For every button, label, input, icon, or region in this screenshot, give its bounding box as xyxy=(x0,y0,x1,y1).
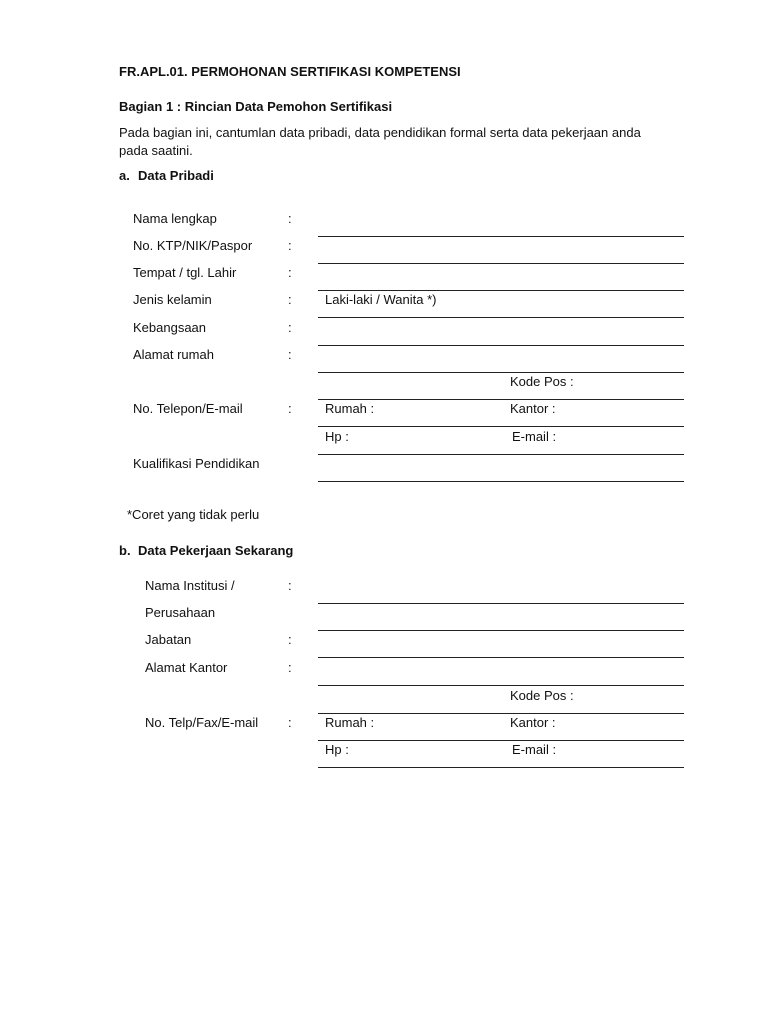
email-label: E-mail : xyxy=(512,429,557,444)
section-b-marker: b. xyxy=(119,543,131,558)
colon: : xyxy=(288,715,292,730)
birth-field[interactable] xyxy=(318,290,684,291)
office-phone-label: Kantor : xyxy=(510,401,556,416)
postal-code-field[interactable] xyxy=(318,399,684,400)
home-address-field[interactable] xyxy=(318,372,684,373)
position-field[interactable] xyxy=(318,657,684,658)
label-institution: Nama Institusi / xyxy=(145,578,235,593)
work-office-label: Kantor : xyxy=(510,715,556,730)
id-number-field[interactable] xyxy=(318,263,684,264)
office-address-field[interactable] xyxy=(318,685,684,686)
gender-value[interactable]: Laki-laki / Wanita *) xyxy=(325,292,437,307)
mobile-label: Hp : xyxy=(325,429,349,444)
label-birth: Tempat / tgl. Lahir xyxy=(133,265,237,280)
label-position: Jabatan xyxy=(145,632,192,647)
institution-field-cont[interactable] xyxy=(318,630,684,631)
colon: : xyxy=(288,347,292,362)
label-institution-cont: Perusahaan xyxy=(145,605,216,620)
work-phone-field[interactable] xyxy=(318,740,684,741)
work-postal-code-field[interactable] xyxy=(318,713,684,714)
intro-line-1: Pada bagian ini, cantumlan data pribadi, data pendidikan formal serta data pekerjaan anda xyxy=(119,125,641,140)
colon: : xyxy=(288,632,292,647)
section-a-marker: a. xyxy=(119,168,130,183)
intro-line-2: pada saatini. xyxy=(119,143,193,158)
institution-field[interactable] xyxy=(318,603,684,604)
work-postal-code-label: Kode Pos : xyxy=(510,688,574,703)
colon: : xyxy=(288,292,292,307)
label-home-address: Alamat rumah xyxy=(133,347,214,362)
label-gender: Jenis kelamin xyxy=(133,292,212,307)
nationality-field[interactable] xyxy=(318,345,684,346)
mobile-email-field[interactable] xyxy=(318,454,684,455)
gender-field[interactable] xyxy=(318,317,684,318)
work-mobile-label: Hp : xyxy=(325,742,349,757)
document-title: FR.APL.01. PERMOHONAN SERTIFIKASI KOMPETENSI xyxy=(119,64,461,79)
phone-field[interactable] xyxy=(318,426,684,427)
label-phone-email: No. Telepon/E-mail xyxy=(133,401,243,416)
label-work-phone: No. Telp/Fax/E-mail xyxy=(145,715,259,730)
colon: : xyxy=(288,265,292,280)
home-phone-label: Rumah : xyxy=(325,401,375,416)
education-field[interactable] xyxy=(318,481,684,482)
colon: : xyxy=(288,401,292,416)
colon: : xyxy=(288,320,292,335)
section-b-heading: Data Pekerjaan Sekarang xyxy=(138,543,294,558)
work-mobile-email-field[interactable] xyxy=(318,767,684,768)
section-a-heading: Data Pribadi xyxy=(138,168,214,183)
work-email-label: E-mail : xyxy=(512,742,557,757)
colon: : xyxy=(288,238,292,253)
colon: : xyxy=(288,211,292,226)
footnote: *Coret yang tidak perlu xyxy=(127,507,260,522)
work-home-label: Rumah : xyxy=(325,715,375,730)
label-id-number: No. KTP/NIK/Paspor xyxy=(133,238,253,253)
postal-code-label: Kode Pos : xyxy=(510,374,574,389)
section-heading: Bagian 1 : Rincian Data Pemohon Sertifikasi xyxy=(119,99,393,114)
label-education: Kualifikasi Pendidikan xyxy=(133,456,260,471)
colon: : xyxy=(288,578,292,593)
label-nationality: Kebangsaan xyxy=(133,320,207,335)
label-office-address: Alamat Kantor xyxy=(145,660,228,675)
full-name-field[interactable] xyxy=(318,236,684,237)
colon: : xyxy=(288,660,292,675)
label-full-name: Nama lengkap xyxy=(133,211,217,226)
